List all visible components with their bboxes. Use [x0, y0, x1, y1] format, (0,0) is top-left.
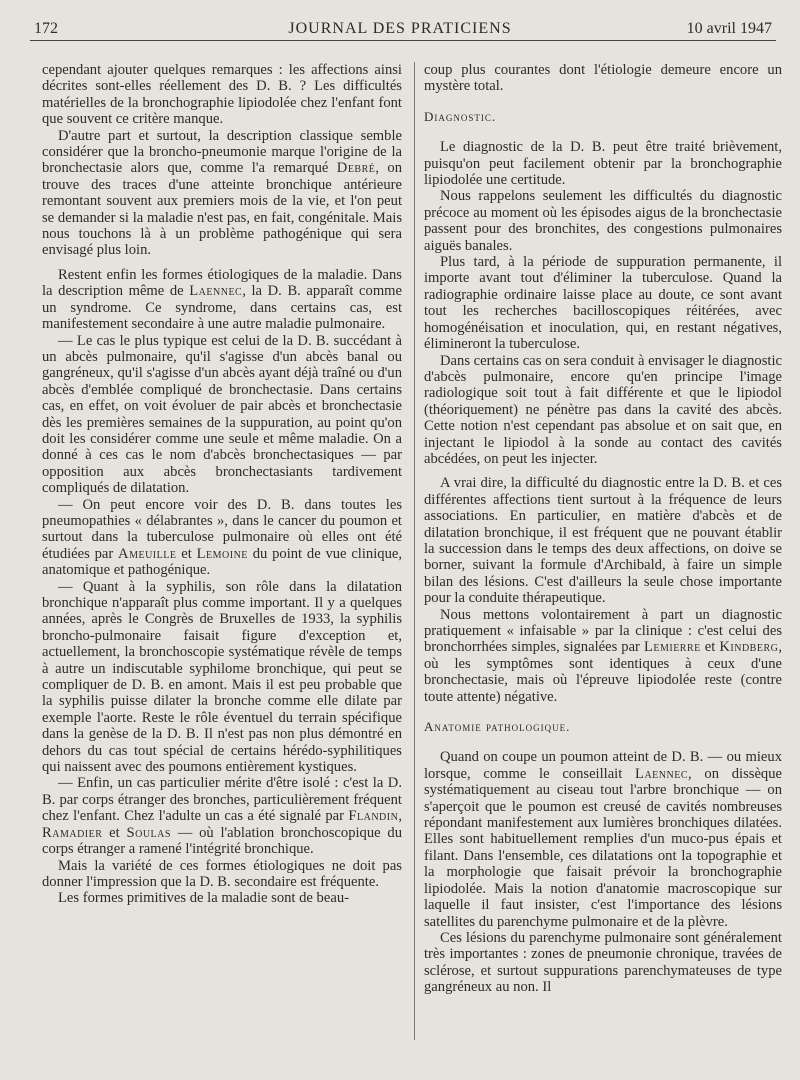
- column-divider: [414, 62, 415, 1040]
- author-name: Lemierre: [643, 639, 701, 656]
- journal-title: JOURNAL DES PRATICIENS: [288, 20, 512, 37]
- paragraph: — Enfin, un cas particulier mérite d'être isolé : c'est la D. B. par corps étranger des bronches, particulièrement fréquent chez l'enfant. Chez l'adulte un cas a été signalé par Flandin, Ramadier et Soulas — où l'ablation bronchoscopique du corps étranger a ramené l'intégrité bronchique.: [42, 775, 402, 858]
- paragraph: Plus tard, à la période de suppuration permanente, il importe avant tout d'éliminer la tuberculose. Quand la radiographie ordinaire laisse place au doute, ce sont avant tout les recherches bacilloscopiques réitérées, avec homogénéisation et inoculation, qui, en restant négatives, élimineront la tuberculose.: [424, 254, 782, 353]
- paragraph: A vrai dire, la difficulté du diagnostic entre la D. B. et ces différentes affections tient surtout à la fréquence de leurs associations. En particulier, en matière d'abcès et de dilatation bronchique, il est fréquent que ne pouvant établir la succession dans le temps des deux affections, on doive se borner, suivant la formule d'Archibald, à faire un simple bilan des lésions. C'est d'ailleurs la seule chose importante pour la conduite thérapeutique.: [424, 475, 782, 607]
- author-name: Soulas: [126, 824, 171, 841]
- author-name: Ameuille: [118, 545, 177, 562]
- author-name: Kindberg: [719, 639, 779, 656]
- section-heading-anatomie: Anatomie pathologique.: [424, 719, 571, 735]
- right-column: [424, 62, 782, 996]
- issue-date: 10 avril 1947: [686, 20, 772, 37]
- paragraph: — Quant à la syphilis, son rôle dans la dilatation bronchique n'apparaît plus comme important. Il y a quelques années, après le Congrès de Bruxelles de 1933, la syphilis broncho-pulmonaire faisait figure d'exception et, actuellement, la bronchoscopie systématique révèle de temps à autre un indiscutable syphilome bronchique, qui peut se compliquer de D. B. en amont. Mais il est peu probable que la syphilis puisse dilater la bronche comme elle dilate par exemple l'aorte. Reste le rôle éventuel du terrain spécifique dans la genèse de la D. B. Il n'est pas non plus démontré en dehors du cas tout spécial de certains hérédo-syphilitiques qui naissent avec des poumons entièrement kystiques.: [42, 578, 402, 776]
- author-name: Lemoine: [196, 545, 248, 562]
- author-name: Flandin: [348, 808, 399, 825]
- author-name: Debré: [336, 160, 376, 177]
- paragraph: Mais la variété de ces formes étiologiques ne doit pas donner l'impression que la D. B. secondaire est fréquente.: [42, 857, 402, 890]
- paragraph: coup plus courantes dont l'étiologie demeure encore un mystère total.: [424, 62, 782, 95]
- paragraph: Restent enfin les formes étiologiques de la maladie. Dans la description même de Laennec, la D. B. apparaît comme un syndrome. Ce syndrome, dans certains cas, est manifestement secondaire à une autre maladie pulmonaire.: [42, 266, 402, 333]
- section-heading-diagnostic: Diagnostic.: [424, 108, 497, 124]
- paragraph: Ces lésions du parenchyme pulmonaire sont généralement très importantes : zones de pneumonie chronique, travées de sclérose, et surtout suppurations parenchymateuses de type gangréneux au non. Il: [424, 929, 782, 996]
- paragraph: Nous mettons volontairement à part un diagnostic pratiquement « infaisable » par la clinique : c'est celui des bronchorrhées simples, signalées par Lemierre et Kindberg, où les symptômes sont identiques à ceux d'une bronchectasie, mais où l'épreuve lipiodolée reste (contre toute attente) négative.: [424, 606, 782, 705]
- paragraph: Nous rappelons seulement les difficultés du diagnostic précoce au moment où les épisodes aigus de la bronchectasie passent pour des bronchites, des congestions pulmonaires aiguës banales.: [424, 188, 782, 254]
- author-name: Laennec: [189, 283, 243, 300]
- left-column: [42, 62, 402, 907]
- paragraph: Quand on coupe un poumon atteint de D. B. — ou mieux lorsque, comme le conseillait Laennec, on dissèque systématiquement au ciseau tout l'arbre bronchique — on s'aperçoit que le poumon est creusé de cavités nombreuses répondant manifestement aux lumières bronchiques dilatées. Elles sont habituellement remplies d'un muco-pus épais et filant. Dans l'ensemble, ces dilatations ont la topographie et la morphologie que faisait prévoir la bronchographie lipiodolée. Mais la notion d'anatomie macroscopique sur laquelle il faut insister, c'est l'importance des lésions satellites du parenchyme pulmonaire et de la plèvre.: [424, 749, 782, 930]
- paragraph: D'autre part et surtout, la description classique semble considérer que la broncho-pneumonie marque l'origine de la bronchectasie alors que, comme l'a remarqué Debré, on trouve des traces d'une atteinte bronchique antérieure remontant souvent aux premiers mois de la vie, et l'on peut se demander si la maladie n'est pas, en fait, congénitale. Mais nous touchons là à un problème pathogénique qui sera envisagé plus loin.: [42, 127, 403, 259]
- paragraph: Dans certains cas on sera conduit à envisager le diagnostic d'abcès pulmonaire, encore qu'en principe l'image radiologique soit tout à fait différente et que le lipiodol (théoriquement) ne pénètre pas dans la cavité des abcès. Cette notion n'est cependant pas absolue et on sait que, en injectant le lipiodol à la sonde au contact des cavités abcédées, on peut les injecter.: [424, 352, 782, 467]
- paragraph: Le diagnostic de la D. B. peut être traité brièvement, puisqu'on peut facilement obtenir par la bronchographie lipiodolée une certitude.: [424, 139, 782, 189]
- paragraph: — Le cas le plus typique est celui de la D. B. succédant à un abcès pulmonaire, qu'il s'agisse d'un abcès banal ou gangréneux, qu'il s'agisse d'un abcès ayant déjà traîné ou d'un abcès d'emblée compliqué de bronchectasie. Dans certains cas, en effet, on voit évoluer de pair abcès et bronchectasie dès les premières semaines de la suppuration, au point qu'on doit les considérer comme une seule et même maladie. On a donné à ces cas le nom d'abcès bronchectasiques — par opposition aux abcès bronchectasiants tardivement compliqués de dilatation.: [42, 332, 402, 497]
- paragraph: Les formes primitives de la maladie sont de beau-: [58, 890, 349, 907]
- author-name: Ramadier: [42, 824, 103, 841]
- author-name: Laennec: [635, 765, 689, 782]
- paragraph: cependant ajouter quelques remarques : les affections ainsi décrites sont-elles réellement des D. B. ? Les difficultés matérielles de la bronchographie lipiodolée chez l'enfant font que souvent ce critère manque.: [42, 62, 402, 128]
- header-rule: [30, 40, 776, 41]
- paragraph: — On peut encore voir des D. B. dans toutes les pneumopathies « délabrantes », dans le cancer du poumon et surtout dans la tuberculose pulmonaire où elles ont été étudiées par Ameuille et Lemoine du point de vue clinique, anatomique et pathogénique.: [42, 496, 402, 579]
- page-number: 172: [34, 20, 58, 37]
